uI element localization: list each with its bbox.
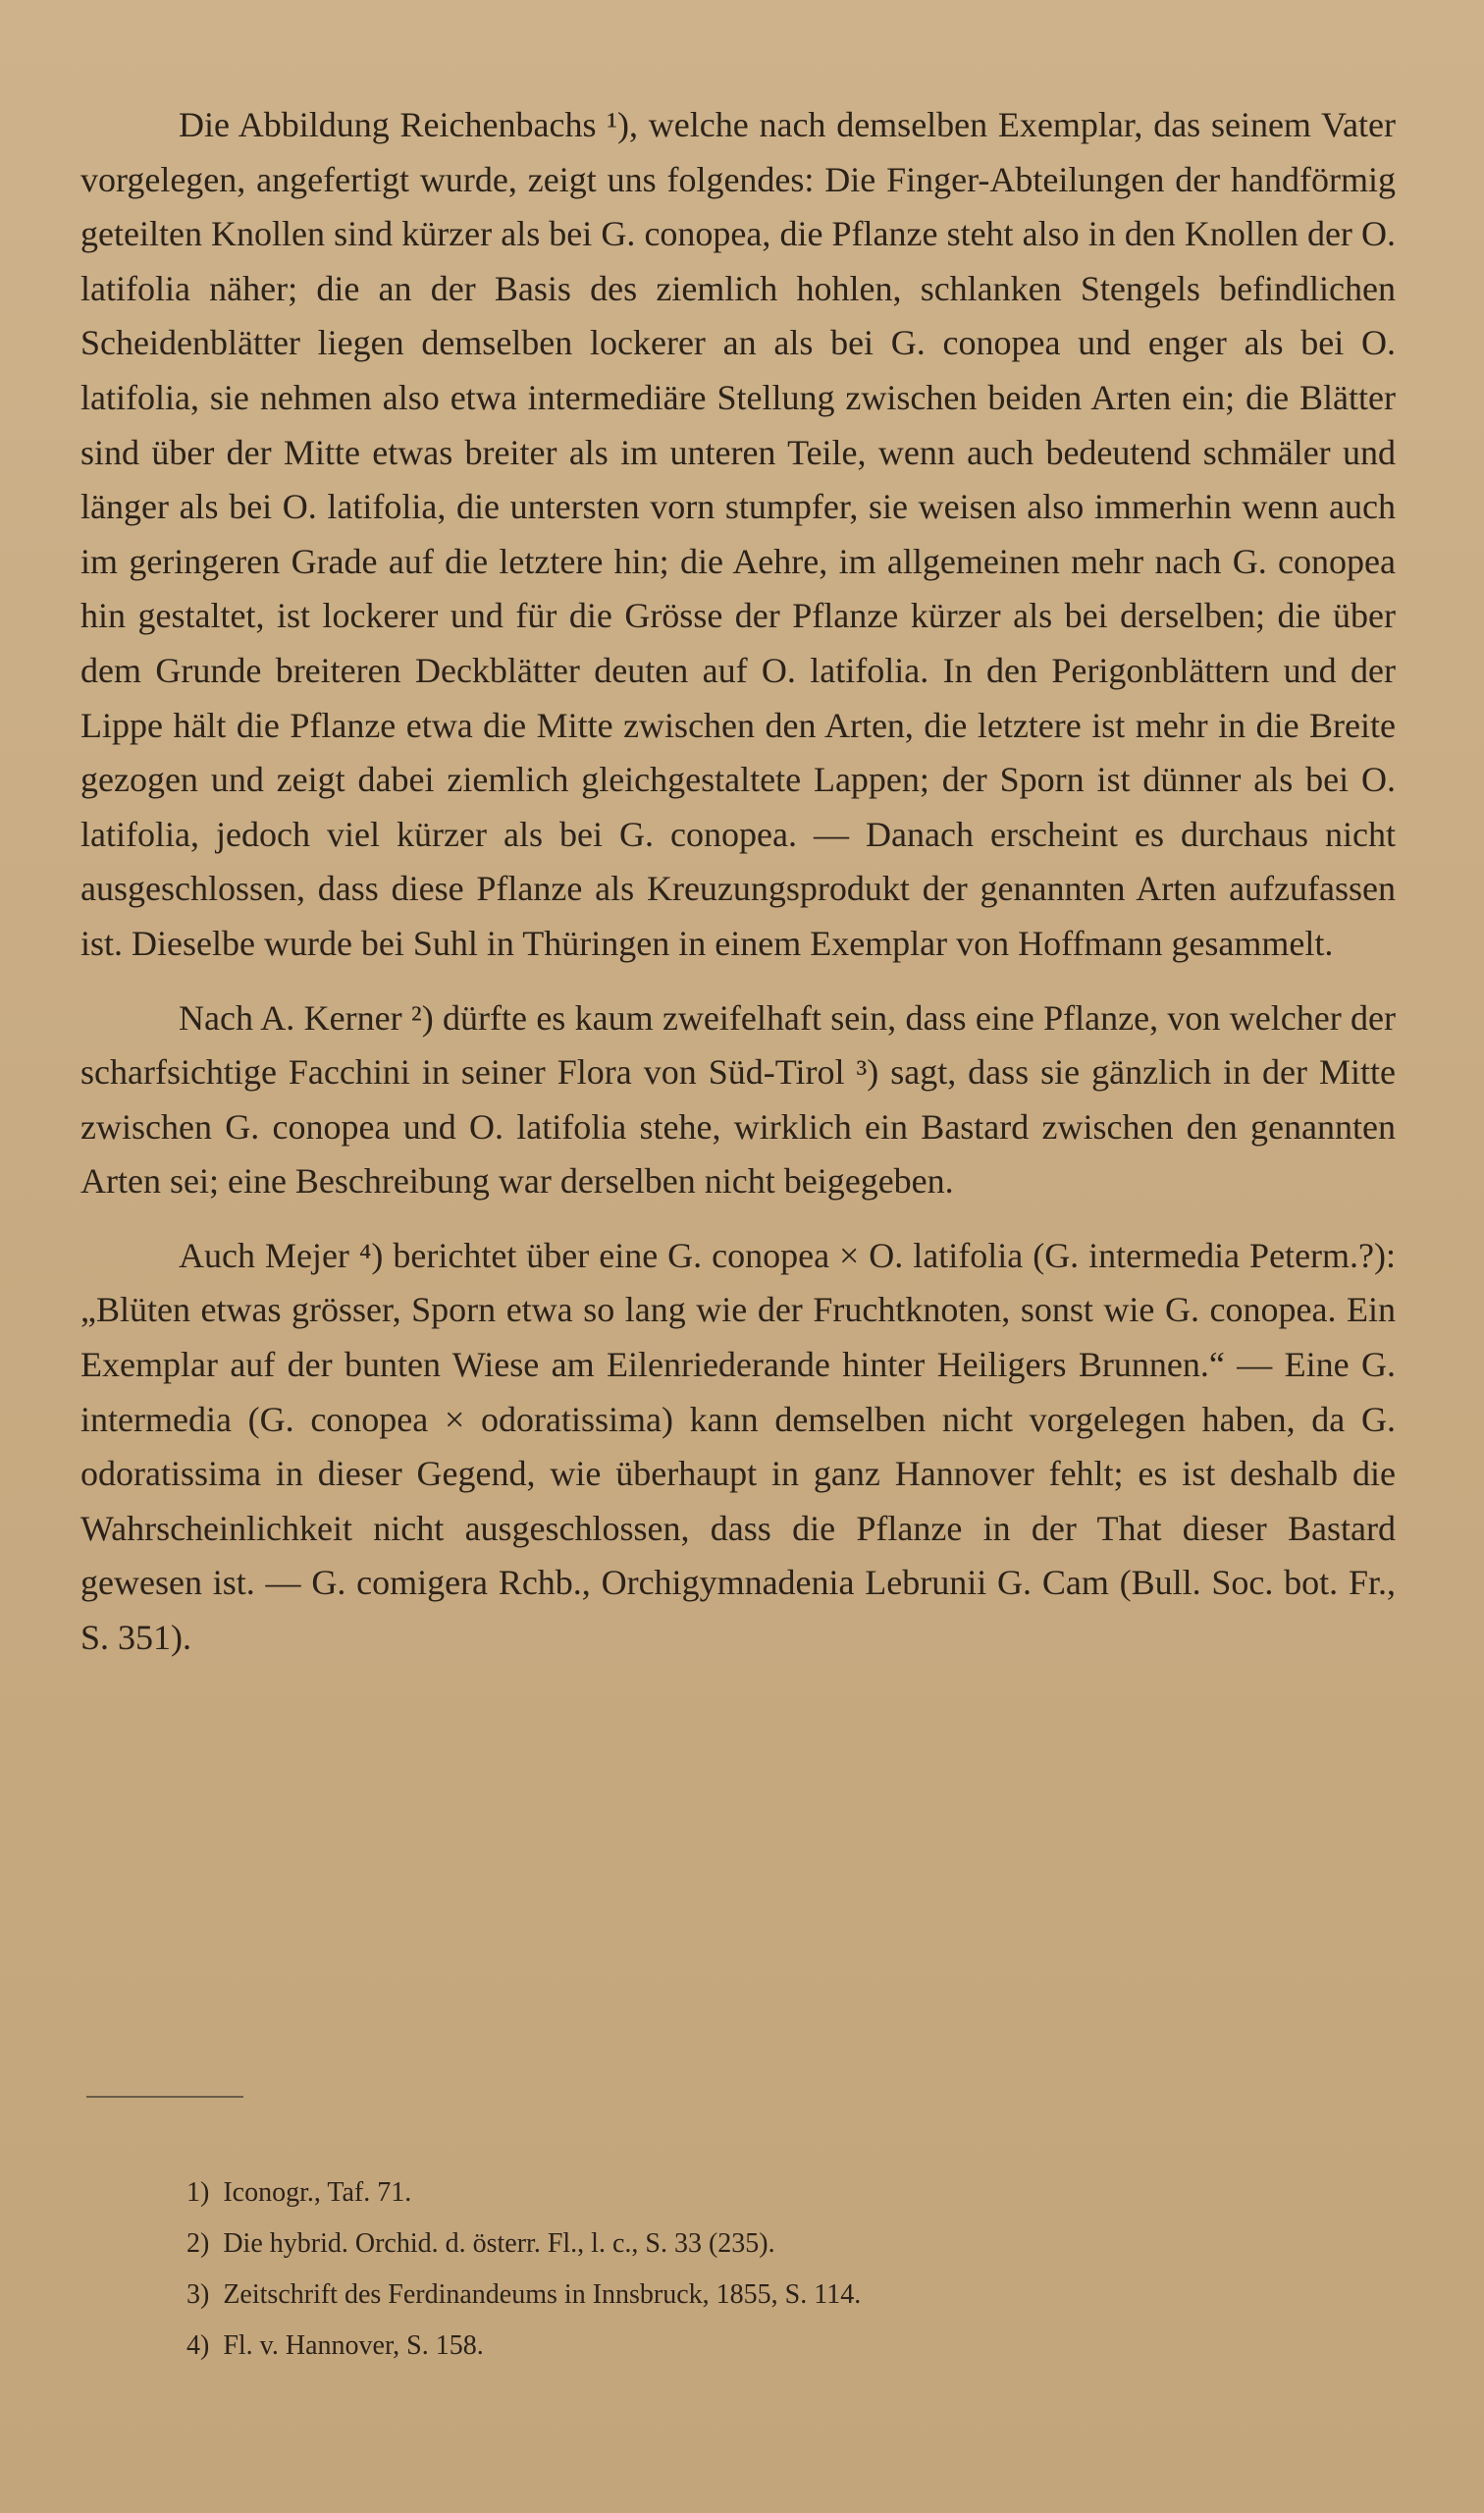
footnote-text: Die hybrid. Orchid. d. österr. Fl., l. c., S. 33 (235). xyxy=(223,2228,775,2259)
footnote-number: 1) xyxy=(186,2177,210,2208)
footnote-text: Fl. v. Hannover, S. 158. xyxy=(223,2330,484,2361)
footnote-4 xyxy=(186,2321,1345,2372)
footnote-3 xyxy=(186,2270,1345,2321)
footnote-separator xyxy=(86,2096,243,2098)
footnote-number: 2) xyxy=(186,2228,210,2259)
footnote-number: 4) xyxy=(186,2330,210,2361)
paragraph-kerner: Nach A. Kerner ²) dürfte es kaum zweifelhaft sein, dass eine Pflanze, von welcher der scharfsichtige Facchini in seiner Flora von Süd-Tirol ³) sagt, dass sie gänzlich in der Mitte zwischen G. conopea und O. latifolia stehe, wirklich ein Bastard zwischen den genannten Arten sei; eine Beschreibung war derselben nicht beigegeben. xyxy=(80,997,1396,1202)
paragraph-mejer: Auch Mejer ⁴) berichtet über eine G. conopea × O. latifolia (G. intermedia Peterm.?): „Blüten etwas grösser, Sporn etwa so lang wie der Fruchtknoten, sonst wie G. conopea. Ein Exemplar auf der bunten Wiese am Eilenriederande hinter Heiligers Brunnen.“ — Eine G. intermedia (G. conopea × odoratissima) kann demselben nicht vorgelegen haben, da G. odoratissima in dieser Gegend, wie überhaupt in ganz Hannover fehlt; es ist deshalb die Wahrscheinlichkeit nicht ausgeschlossen, dass die Pflanze in der That dieser Bastard gewesen ist. — G. comigera Rchb., Orchigymnadenia Lebrunii G. Cam (Bull. Soc. bot. Fr., S. 351). xyxy=(80,1235,1396,1658)
body-text xyxy=(80,98,1396,1666)
footnote-text: Zeitschrift des Ferdinandeums in Innsbruck, 1855, S. 114. xyxy=(223,2279,862,2310)
footnote-1 xyxy=(186,2167,1345,2219)
footnote-number: 3) xyxy=(186,2279,210,2310)
footnotes xyxy=(186,2167,1345,2372)
paragraph-reichenbach: Die Abbildung Reichenbachs ¹), welche nach demselben Exemplar, das seinem Vater vorgelegen, angefertigt wurde, zeigt uns folgendes: Die Finger-Abteilungen der handförmig geteilten Knollen sind kürzer als bei G. conopea, die Pflanze steht also in den Knollen der O. latifolia näher; die an der Basis des ziemlich hohlen, schlanken Stengels befindlichen Scheidenblätter liegen demselben lockerer an als bei G. conopea und enger als bei O. latifolia, sie nehmen also etwa intermediäre Stellung zwischen beiden Arten ein; die Blätter sind über der Mitte etwas breiter als im unteren Teile, wenn auch bedeutend schmäler und länger als bei O. latifolia, die untersten vorn stumpfer, sie weisen also immerhin wenn auch im geringeren Grade auf die letztere hin; die Aehre, im allgemeinen mehr nach G. conopea hin gestaltet, ist lockerer und für die Grösse der Pflanze kürzer als bei derselben; die über dem Grunde breiteren Deckblätter deuten auf O. latifolia. In den Perigonblättern und der Lippe hält die Pflanze etwa die Mitte zwischen den Arten, die letztere ist mehr in die Breite gezogen und zeigt dabei ziemlich gleichgestaltete Lappen; der Sporn ist dünner als bei O. latifolia, jedoch viel kürzer als bei G. conopea. — Danach erscheint es durchaus nicht ausgeschlossen, dass diese Pflanze als Kreuzungsprodukt der genannten Arten aufzufassen ist. Dieselbe wurde bei Suhl in Thüringen in einem Exemplar von Hoffmann gesammelt. xyxy=(80,105,1396,963)
footnote-text: Iconogr., Taf. 71. xyxy=(223,2177,412,2208)
footnote-2 xyxy=(186,2219,1345,2270)
